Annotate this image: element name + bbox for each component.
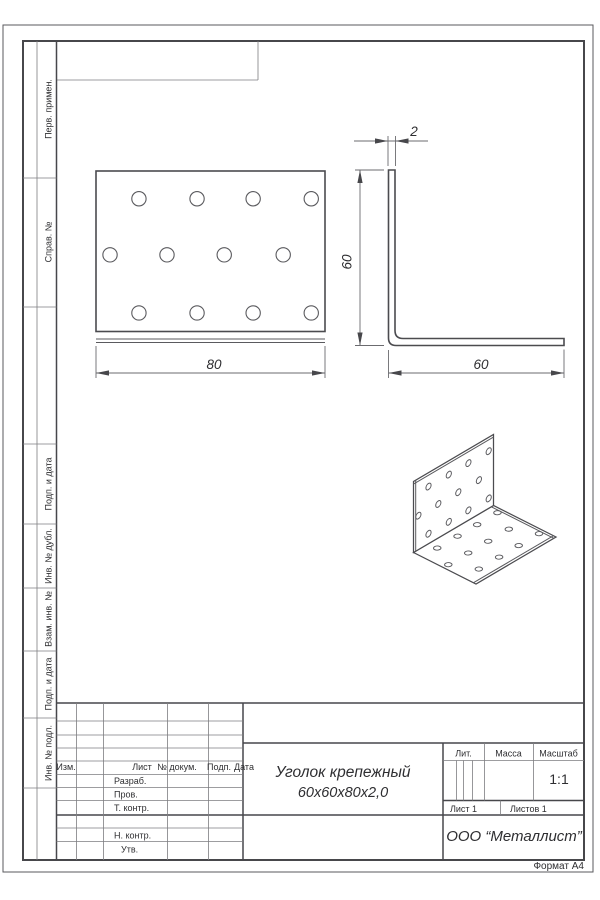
hole <box>132 192 146 206</box>
row-n-kontr: Н. контр. <box>114 830 152 841</box>
inner-frame <box>23 41 584 860</box>
arrowhead <box>375 138 388 143</box>
side-view <box>389 170 565 346</box>
margin-label-inv-podl: Инв. № подл. <box>43 724 54 782</box>
margin-label-vzam-inv: Взам. инв. № <box>43 591 54 647</box>
part-name-line1: Уголок крепежный <box>275 764 411 781</box>
outer-border <box>3 25 593 872</box>
hole <box>246 306 260 320</box>
hole <box>132 306 146 320</box>
hole <box>304 306 318 320</box>
col-podp: Подп. <box>207 762 231 772</box>
dim-value-60-vertical: 60 <box>339 254 355 270</box>
dimension-side-height <box>340 170 385 346</box>
hole <box>103 248 117 262</box>
side-profile-outline <box>389 170 565 346</box>
front-view <box>96 171 325 343</box>
col-no-dokum: № докум. <box>157 762 197 772</box>
hole <box>160 248 174 262</box>
dimension-front-width <box>96 346 325 378</box>
sheet-number: Лист 1 <box>450 804 478 814</box>
hole <box>190 192 204 206</box>
arrowhead <box>357 170 362 183</box>
arrowhead <box>312 370 325 375</box>
row-prov: Пров. <box>114 789 138 800</box>
dim-value-2: 2 <box>410 124 418 139</box>
margin-label-perv-primen: Перв. примен. <box>43 79 54 139</box>
hole <box>246 192 260 206</box>
company-name: ООО “Металлист” <box>446 828 582 845</box>
mass-label: Масса <box>495 748 522 759</box>
part-name-line2: 60х60х80х2,0 <box>297 785 389 801</box>
arrowhead <box>389 370 402 375</box>
arrowhead <box>396 138 409 143</box>
hole <box>276 248 290 262</box>
arrowhead <box>551 370 564 375</box>
dimension-side-depth <box>389 350 565 379</box>
row-utv: Утв. <box>121 844 139 855</box>
col-izm: Изм. <box>56 762 76 772</box>
hole <box>217 248 231 262</box>
dim-value-80: 80 <box>206 357 222 372</box>
hole <box>304 192 318 206</box>
front-view-holes <box>103 192 319 321</box>
format-label: Формат А4 <box>533 861 584 872</box>
scale-value: 1:1 <box>549 771 569 787</box>
margin-label-inv-dubl: Инв. № дубл. <box>43 528 54 584</box>
col-list: Лист <box>132 762 152 772</box>
sheets-total: Листов 1 <box>510 804 547 814</box>
margin-label-sprav-no: Справ. № <box>43 221 54 263</box>
dim-value-60-horizontal: 60 <box>473 357 489 372</box>
margin-label-podp-data-2: Подп. и дата <box>43 657 54 711</box>
isometric-view <box>414 435 557 584</box>
arrowhead <box>357 333 362 346</box>
front-plate-outline <box>96 171 325 332</box>
scale-label: Масштаб <box>539 748 578 759</box>
dimension-thickness <box>354 124 428 166</box>
row-t-kontr: Т. контр. <box>114 803 150 813</box>
hole <box>190 306 204 320</box>
margin-label-podp-data-1: Подп. и дата <box>43 457 54 511</box>
col-data: Дата <box>234 762 254 772</box>
lit-label: Лит. <box>455 748 472 759</box>
row-razrab: Разраб. <box>114 776 147 786</box>
sheet-frame <box>3 25 593 872</box>
arrowhead <box>96 370 109 375</box>
title-block <box>56 703 584 860</box>
